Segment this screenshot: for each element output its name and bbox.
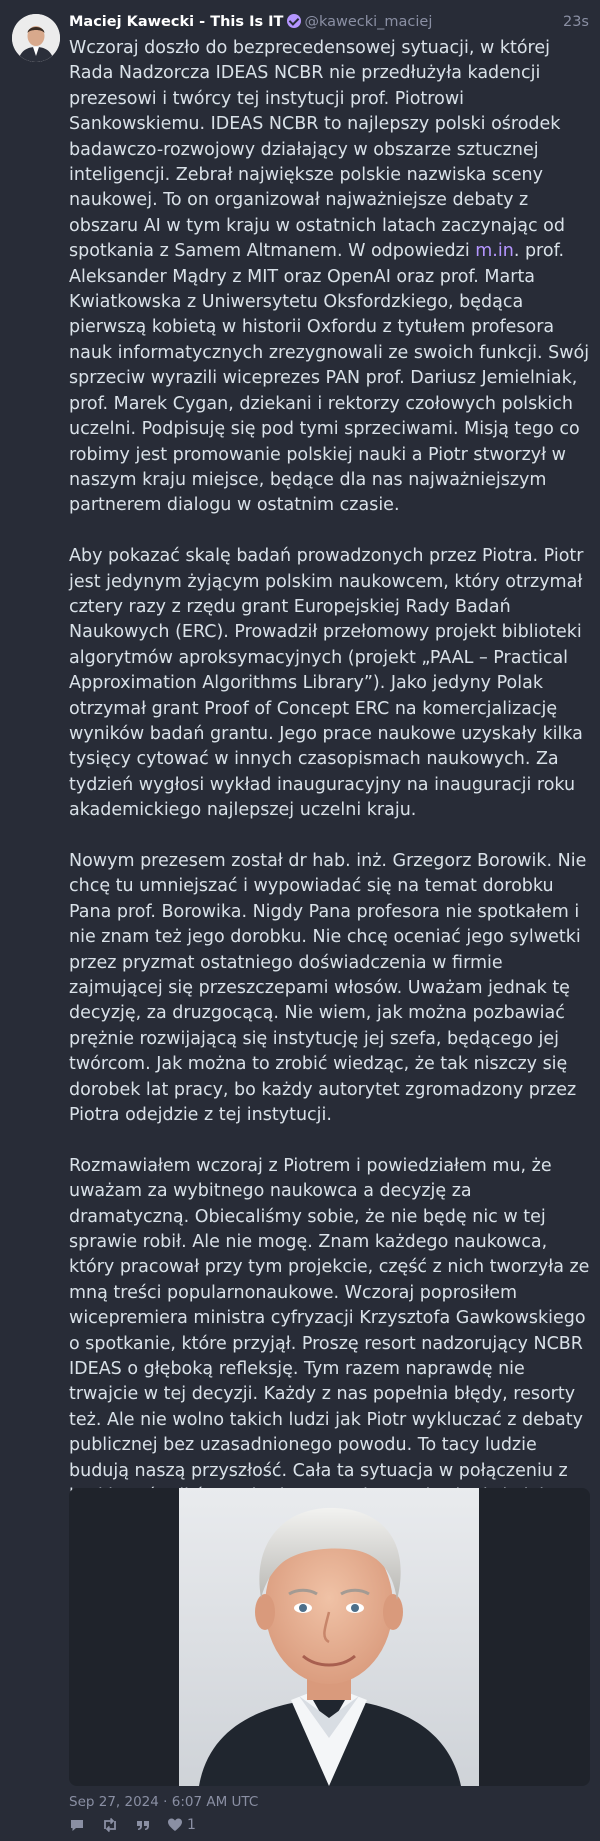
paragraph-2: Aby pokazać skalę badań prowadzonych przez Piotra. Piotr jest jedynym żyjącym polskim naukowcem, który otrzymał cztery razy z rzędu grant Europejskiej Rady Badań Naukowych (ERC). Prowadził przełomowy projekt biblioteki algorytmów aproksymacyjnych (projekt „PAAL – Practical Approximation Algorithms Library”). Jako jedyny Polak otrzymał grant Proof of Concept ERC na komercjalizację wyników badań grantu. Jego prace naukowe uzyskały kilka tysięcy cytować w innych czasopismach naukowych. Za tydzień wygłosi wykład inauguracyjny na inauguracji roku akademickiego najlepszej uczelni kraju. xyxy=(69,546,584,821)
verified-badge-icon xyxy=(287,14,301,28)
paragraph-3: Nowym prezesem został dr hab. inż. Grzegorz Borowik. Nie chcę tu umniejszać i wypowiadać się na temat dorobku Pana prof. Borowika. Nigdy Pana profesora nie spotkałem i nie znam też jego dorobku. Nie chcę oceniać jego sylwetki przez pryzmat ostatniego doświadczenia w firmie zajmującej się przeszczepami włosów. Uważam jednak tę decyzję, za druzgocącą. Nie wiem, jak można pozbawiać prężnie rozwijającą się instytucję jej szefa, będącego jej twórcom. Jak można to zrobić wiedząc, że tak niszczy się dorobek lat pracy, bo każdy autorytet zgromadzony przez Piotra odejdzie z tej instytucji. xyxy=(69,850,587,1126)
quote-icon xyxy=(135,1817,151,1833)
post-timestamp[interactable]: Sep 27, 2024 · 6:07 AM UTC xyxy=(69,1794,259,1810)
reply-icon xyxy=(69,1817,85,1833)
heart-icon xyxy=(167,1817,183,1833)
media-attachment[interactable] xyxy=(69,1488,590,1786)
paragraph-1 xyxy=(69,36,591,519)
account-handle[interactable]: @kawecki_maciej xyxy=(304,14,433,30)
avatar[interactable] xyxy=(12,14,60,62)
action-bar xyxy=(69,1815,196,1835)
hashtag-link[interactable]: m.in xyxy=(475,241,514,262)
post-header xyxy=(69,12,589,32)
relative-time[interactable]: 23s xyxy=(562,14,589,30)
boost-icon xyxy=(101,1817,119,1833)
like-count: 1 xyxy=(187,1817,196,1833)
boost-button[interactable] xyxy=(101,1817,119,1833)
quote-button[interactable] xyxy=(135,1817,151,1833)
paragraph-4: Rozmawiałem wczoraj z Piotrem i powiedziałem mu, że uważam za wybitnego naukowca a decyzję za dramatyczną. Obiecaliśmy sobie, że nie będę nic w tej sprawie robił. Ale nie mogę. Znam każdego naukowca, który pracował przy tym projekcie, część z nich tworzyła ze mną treści popularnonaukowe. Wczoraj poprosiłem wicepremiera ministra cyfryzacji Krzysztofa Gawkowskiego o spotkanie, które przyjął. Proszę resort nadzorujący NCBR IDEAS o głęboką refleksję. Tym razem naprawdę nie trwajcie w tej decyzji. Każdy z nas popełnia błędy, resorty też. Ale nie wolno takich ludzi jak Piotr wykluczać z debaty publicznej bez uzasadnionego powodu. To tacy ludzie budują naszą przyszłość. Cała ta sytuacja w połączeniu z xyxy=(69,1155,590,1481)
paragraph-1-text-b: . prof. Aleksander Mądry z MIT oraz OpenAI oraz prof. Marta Kwiatkowska z Uniwersytetu Oksfordzkiego, będąca pierwszą kobietą w historii Oxfordu z tytułem profesora nauk informatycznych zrezygnowali ze swoich funkcji. Swój sprzeciw wyrazili wiceprezes PAN prof. Dariusz Jemielniak, prof. Marek Cygan, dziekani i rektorzy czołowych polskich uczelni. Podpisuję się pod tymi sprzeciwami. Misją tego co robimy jest promowanie polskiej nauki a Piotr stworzył w naszym kraju miejsce, będące dla nas najważniejszym partnerem dialogu w ostatnim czasie. xyxy=(69,241,590,516)
portrait-photo xyxy=(179,1488,479,1786)
reply-button[interactable] xyxy=(69,1817,85,1833)
paragraph-1-text-a: Wczoraj doszło do bezprecedensowej sytuacji, w której Rada Nadzorcza IDEAS NCBR nie przedłużyła kadencji prezesowi i twórcy tej instytucji prof. Piotrowi Sankowskiemu. IDEAS NCBR to najlepszy polski ośrodek badawczo-rozwojowy działający w obszarze sztucznej inteligencji. Zebrał największe polskie nazwiska sceny naukowej. To on organizował najważniejsze debaty z obszaru AI w tym kraju w ostatnich latach zaczynając od spotkania z Samem Altmanem. W odpowiedzi xyxy=(69,38,565,262)
like-button[interactable] xyxy=(167,1817,196,1833)
display-name[interactable]: Maciej Kawecki - This Is IT xyxy=(69,14,284,30)
post-content xyxy=(69,36,591,1662)
avatar-image xyxy=(12,14,60,62)
